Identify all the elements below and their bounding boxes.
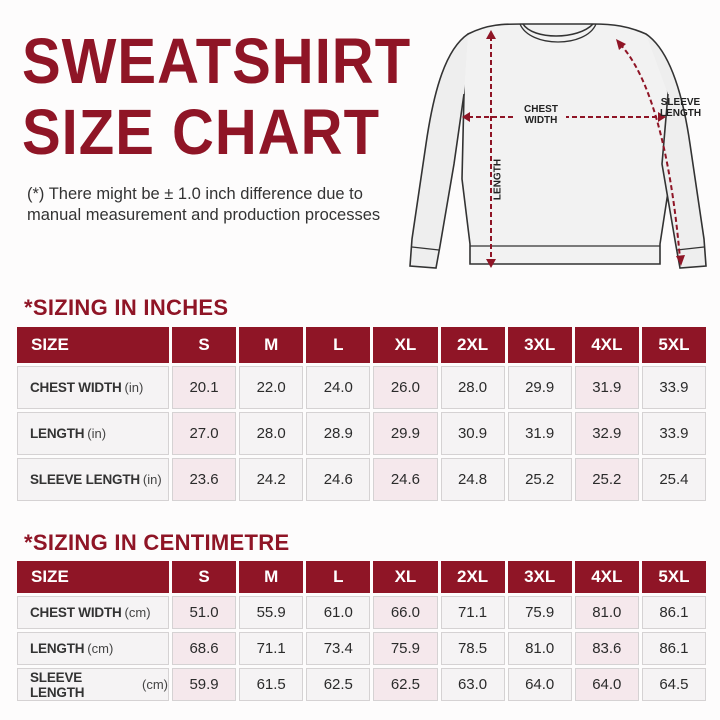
- table-cell: 23.6: [172, 458, 236, 501]
- row-unit: (cm): [124, 605, 151, 620]
- header-cell: 5XL: [642, 327, 706, 363]
- table-cell: 86.1: [642, 632, 706, 665]
- row-label-text: LENGTH: [30, 426, 85, 441]
- table-row: [17, 366, 706, 409]
- table-cell: 30.9: [441, 412, 505, 455]
- table-cell: 25.2: [508, 458, 572, 501]
- table-cell: 20.1: [172, 366, 236, 409]
- header-cell: M: [239, 327, 303, 363]
- row-unit: (in): [87, 426, 107, 441]
- table-cell: 63.0: [441, 668, 505, 701]
- row-unit: (in): [124, 380, 144, 395]
- table-cell: 24.6: [306, 458, 370, 501]
- chest-label-line-1: CHEST: [524, 104, 558, 115]
- centimetre-size-table: [17, 561, 706, 704]
- header-cell: 3XL: [508, 561, 572, 593]
- row-label-text: LENGTH: [30, 641, 85, 656]
- table-header-row: [17, 561, 706, 593]
- header-cell: SIZE: [17, 561, 169, 593]
- table-cell: 28.9: [306, 412, 370, 455]
- row-label: [17, 458, 169, 501]
- table-cell: 27.0: [172, 412, 236, 455]
- table-cell: 28.0: [441, 366, 505, 409]
- table-cell: 33.9: [642, 412, 706, 455]
- table-header-row: [17, 327, 706, 363]
- row-label: [17, 596, 169, 629]
- table-row: [17, 412, 706, 455]
- header-cell: 2XL: [441, 561, 505, 593]
- table-cell: 59.9: [172, 668, 236, 701]
- table-cell: 81.0: [508, 632, 572, 665]
- header-cell: 5XL: [642, 561, 706, 593]
- table-cell: 78.5: [441, 632, 505, 665]
- row-label-text: SLEEVE LENGTH: [30, 669, 85, 700]
- table-cell: 24.2: [239, 458, 303, 501]
- table-cell: 25.4: [642, 458, 706, 501]
- sweatshirt-diagram: [398, 14, 720, 280]
- table-cell: 28.0: [239, 412, 303, 455]
- table-cell: 32.9: [575, 412, 639, 455]
- header-cell: L: [306, 327, 370, 363]
- table-cell: 66.0: [373, 596, 437, 629]
- row-label: [17, 668, 169, 701]
- sleeve-label-line-1: SLEEVE: [660, 97, 701, 108]
- sweatshirt-icon: [398, 14, 720, 280]
- table-cell: 86.1: [642, 596, 706, 629]
- header-cell: XL: [373, 561, 437, 593]
- chest-label-line-2: WIDTH: [524, 115, 558, 126]
- chest-width-label: [516, 104, 566, 126]
- table-cell: 29.9: [373, 412, 437, 455]
- table-cell: 71.1: [441, 596, 505, 629]
- table-cell: 61.5: [239, 668, 303, 701]
- row-unit: (cm): [142, 677, 168, 692]
- table-cell: 29.9: [508, 366, 572, 409]
- table-cell: 22.0: [239, 366, 303, 409]
- row-unit: (in): [142, 472, 162, 487]
- header-cell: 3XL: [508, 327, 572, 363]
- header-cell: SIZE: [17, 327, 169, 363]
- table-cell: 24.0: [306, 366, 370, 409]
- header-cell: 4XL: [575, 327, 639, 363]
- row-label-text: CHEST WIDTH: [30, 605, 122, 620]
- header-cell: L: [306, 561, 370, 593]
- table-cell: 24.8: [441, 458, 505, 501]
- table-cell: 55.9: [239, 596, 303, 629]
- table-cell: 25.2: [575, 458, 639, 501]
- table-row: [17, 458, 706, 501]
- sleeve-label-line-2: LENGTH: [659, 108, 702, 119]
- table-cell: 26.0: [373, 366, 437, 409]
- table-cell: 31.9: [575, 366, 639, 409]
- table-cell: 64.0: [575, 668, 639, 701]
- table-cell: 62.5: [306, 668, 370, 701]
- sleeve-length-label: [653, 97, 708, 119]
- header-cell: XL: [373, 327, 437, 363]
- header-cell: S: [172, 327, 236, 363]
- length-label: LENGTH: [493, 155, 504, 205]
- row-unit: (cm): [87, 641, 114, 656]
- header-cell: M: [239, 561, 303, 593]
- table-cell: 24.6: [373, 458, 437, 501]
- table-row: [17, 596, 706, 629]
- chart-title-line-2: SIZE CHART: [22, 96, 380, 169]
- centimetre-section-title: *SIZING IN CENTIMETRE: [24, 530, 290, 555]
- row-label-text: CHEST WIDTH: [30, 380, 122, 395]
- table-cell: 71.1: [239, 632, 303, 665]
- table-cell: 68.6: [172, 632, 236, 665]
- row-label: [17, 366, 169, 409]
- table-cell: 73.4: [306, 632, 370, 665]
- table-cell: 61.0: [306, 596, 370, 629]
- table-cell: 75.9: [508, 596, 572, 629]
- header-cell: 4XL: [575, 561, 639, 593]
- row-label: [17, 632, 169, 665]
- table-cell: 31.9: [508, 412, 572, 455]
- table-cell: 64.0: [508, 668, 572, 701]
- header-cell: S: [172, 561, 236, 593]
- chart-title-line-1: SWEATSHIRT: [22, 25, 412, 98]
- table-row: [17, 632, 706, 665]
- inches-section-title: *SIZING IN INCHES: [24, 295, 229, 320]
- row-label: [17, 412, 169, 455]
- table-cell: 64.5: [642, 668, 706, 701]
- table-cell: 51.0: [172, 596, 236, 629]
- header-cell: 2XL: [441, 327, 505, 363]
- table-cell: 75.9: [373, 632, 437, 665]
- table-row: [17, 668, 706, 701]
- table-cell: 83.6: [575, 632, 639, 665]
- table-cell: 81.0: [575, 596, 639, 629]
- table-cell: 62.5: [373, 668, 437, 701]
- inches-size-table: [17, 327, 706, 504]
- row-label-text: SLEEVE LENGTH: [30, 472, 140, 487]
- table-cell: 33.9: [642, 366, 706, 409]
- measurement-note: (*) There might be ± 1.0 inch difference due to manual measurement and production processes: [27, 185, 381, 224]
